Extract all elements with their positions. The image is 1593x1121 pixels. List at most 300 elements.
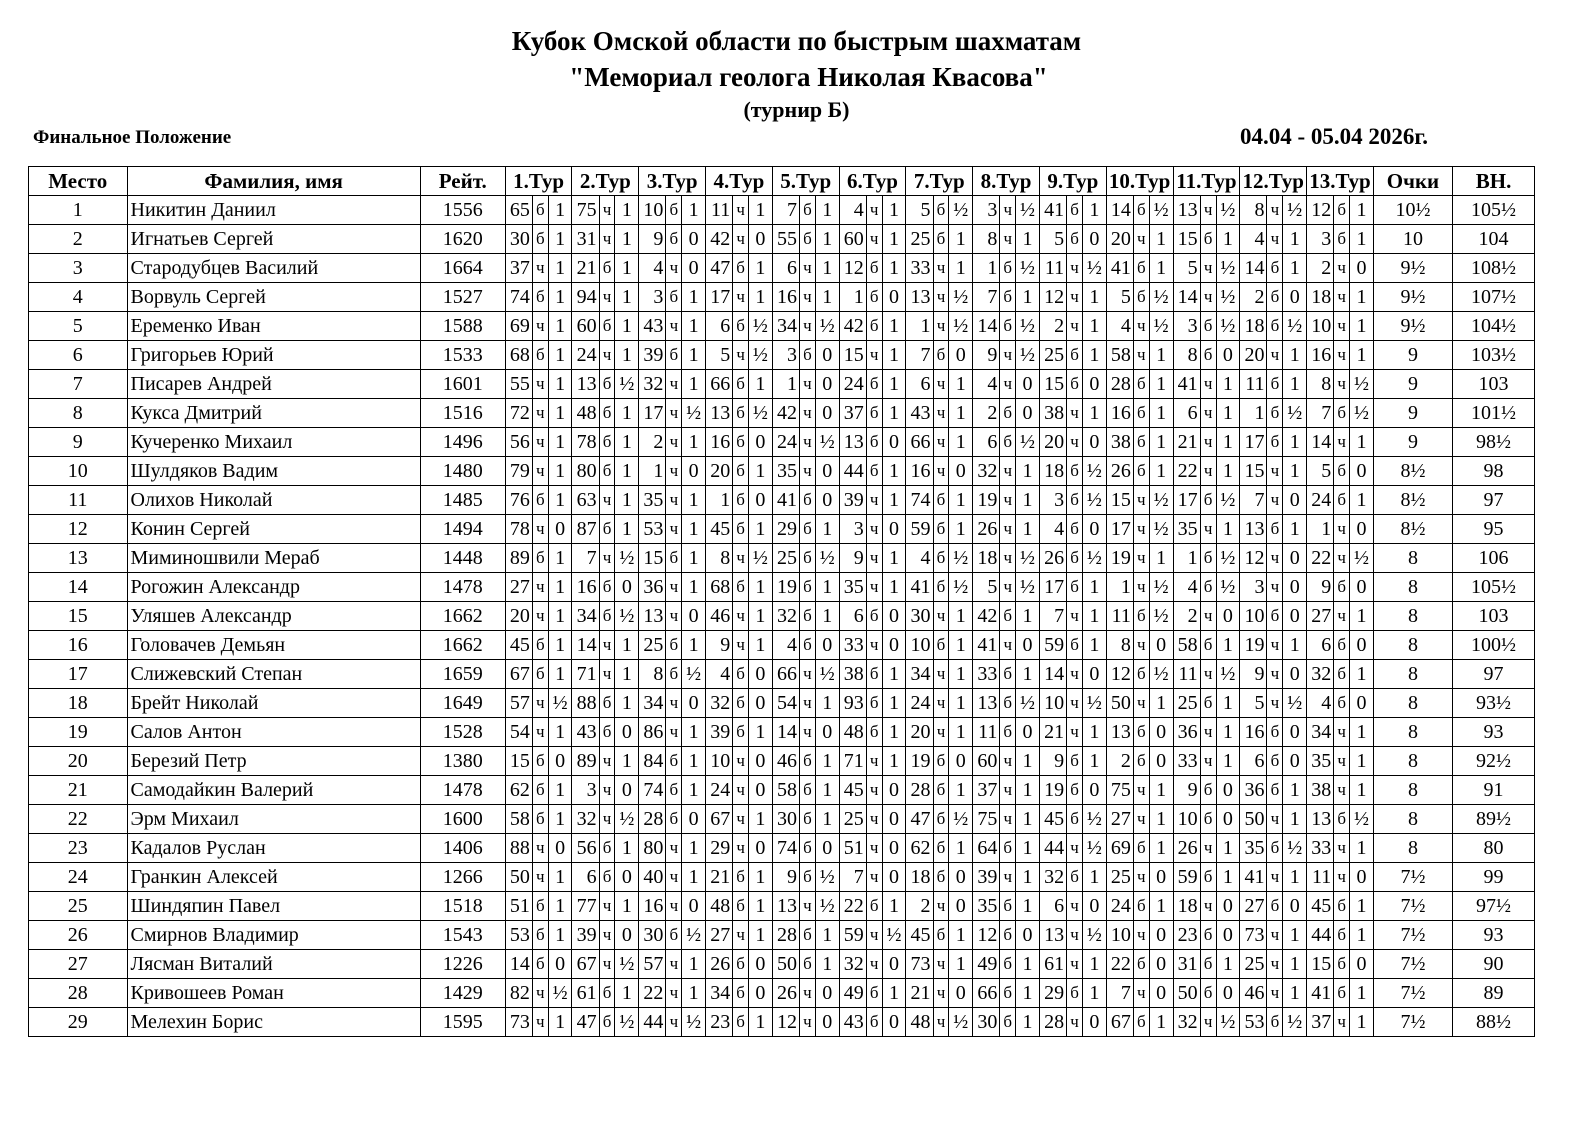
- place-cell: 11: [29, 486, 128, 515]
- color-cell: б: [599, 515, 615, 544]
- opponent-cell: 50: [505, 863, 532, 892]
- color-cell: ч: [666, 950, 682, 979]
- color-cell: б: [1334, 457, 1350, 486]
- opponent-cell: 9: [706, 631, 733, 660]
- result-cell: 0: [682, 689, 706, 718]
- result-cell: 1: [1216, 863, 1240, 892]
- opponent-cell: 30: [973, 1008, 1000, 1037]
- color-cell: ч: [866, 341, 882, 370]
- opponent-cell: 29: [772, 515, 799, 544]
- player-name-cell: Эрм Михаил: [127, 805, 420, 834]
- result-cell: 0: [1350, 863, 1374, 892]
- opponent-cell: 16: [706, 428, 733, 457]
- color-cell: б: [1133, 283, 1149, 312]
- color-cell: ч: [1067, 689, 1083, 718]
- color-cell: б: [599, 254, 615, 283]
- result-cell: 1: [615, 747, 639, 776]
- color-cell: ч: [799, 457, 815, 486]
- tiebreak-cell: 104½: [1453, 312, 1535, 341]
- opponent-cell: 4: [639, 254, 666, 283]
- place-cell: 13: [29, 544, 128, 573]
- table-row: [29, 979, 1535, 1008]
- result-cell: 0: [615, 921, 639, 950]
- color-cell: б: [1200, 776, 1216, 805]
- opponent-cell: 6: [1307, 631, 1334, 660]
- color-cell: ч: [1133, 573, 1149, 602]
- rating-cell: 1601: [420, 370, 505, 399]
- result-cell: ½: [1216, 544, 1240, 573]
- opponent-cell: 60: [839, 225, 866, 254]
- result-cell: 0: [949, 341, 973, 370]
- result-cell: 0: [815, 457, 839, 486]
- opponent-cell: 6: [706, 312, 733, 341]
- result-cell: 1: [1016, 283, 1040, 312]
- result-cell: 0: [1149, 863, 1173, 892]
- opponent-cell: 58: [1173, 631, 1200, 660]
- points-cell: 8: [1373, 834, 1452, 863]
- color-cell: б: [1133, 370, 1149, 399]
- opponent-cell: 14: [572, 631, 599, 660]
- opponent-cell: 10: [1039, 689, 1066, 718]
- color-cell: ч: [799, 892, 815, 921]
- table-row: [29, 312, 1535, 341]
- color-cell: ч: [1200, 254, 1216, 283]
- result-cell: 1: [1283, 863, 1307, 892]
- result-cell: ½: [682, 399, 706, 428]
- color-cell: б: [532, 486, 548, 515]
- result-cell: 1: [615, 399, 639, 428]
- result-cell: 1: [882, 370, 906, 399]
- opponent-cell: 56: [572, 834, 599, 863]
- opponent-cell: 21: [572, 254, 599, 283]
- opponent-cell: 1: [906, 312, 933, 341]
- opponent-cell: 38: [1039, 399, 1066, 428]
- opponent-cell: 88: [505, 834, 532, 863]
- color-cell: ч: [799, 660, 815, 689]
- color-cell: ч: [733, 805, 749, 834]
- color-cell: ч: [799, 312, 815, 341]
- opponent-cell: 77: [572, 892, 599, 921]
- column-header-place: Место: [29, 167, 128, 196]
- opponent-cell: 8: [973, 225, 1000, 254]
- tiebreak-cell: 98½: [1453, 428, 1535, 457]
- tiebreak-cell: 95: [1453, 515, 1535, 544]
- player-name-cell: Мелехин Борис: [127, 1008, 420, 1037]
- opponent-cell: 53: [505, 921, 532, 950]
- opponent-cell: 41: [1173, 370, 1200, 399]
- rating-cell: 1543: [420, 921, 505, 950]
- result-cell: 0: [815, 399, 839, 428]
- rating-cell: 1588: [420, 312, 505, 341]
- result-cell: ½: [949, 573, 973, 602]
- result-cell: 1: [1149, 892, 1173, 921]
- column-header-round-8: 8.Тур: [973, 167, 1040, 196]
- opponent-cell: 22: [1106, 950, 1133, 979]
- player-name-cell: Самодайкин Валерий: [127, 776, 420, 805]
- result-cell: 1: [1082, 979, 1106, 1008]
- color-cell: б: [1067, 457, 1083, 486]
- place-cell: 10: [29, 457, 128, 486]
- opponent-cell: 41: [906, 573, 933, 602]
- color-cell: б: [599, 689, 615, 718]
- opponent-cell: 36: [1240, 776, 1267, 805]
- table-row: [29, 544, 1535, 573]
- result-cell: 1: [1283, 254, 1307, 283]
- opponent-cell: 7: [772, 196, 799, 225]
- tiebreak-cell: 100½: [1453, 631, 1535, 660]
- opponent-cell: 47: [572, 1008, 599, 1037]
- rating-cell: 1485: [420, 486, 505, 515]
- color-cell: ч: [1000, 457, 1016, 486]
- color-cell: ч: [532, 399, 548, 428]
- rating-cell: 1406: [420, 834, 505, 863]
- color-cell: ч: [1267, 457, 1283, 486]
- result-cell: 1: [1216, 718, 1240, 747]
- color-cell: ч: [733, 341, 749, 370]
- table-row: [29, 283, 1535, 312]
- opponent-cell: 26: [706, 950, 733, 979]
- color-cell: ч: [1267, 544, 1283, 573]
- color-cell: б: [733, 1008, 749, 1037]
- opponent-cell: 16: [1240, 718, 1267, 747]
- opponent-cell: 10: [906, 631, 933, 660]
- tiebreak-cell: 99: [1453, 863, 1535, 892]
- color-cell: ч: [599, 283, 615, 312]
- opponent-cell: 4: [839, 196, 866, 225]
- color-cell: ч: [866, 776, 882, 805]
- opponent-cell: 37: [839, 399, 866, 428]
- opponent-cell: 58: [772, 776, 799, 805]
- place-cell: 16: [29, 631, 128, 660]
- result-cell: 1: [1350, 834, 1374, 863]
- color-cell: ч: [733, 834, 749, 863]
- place-cell: 6: [29, 341, 128, 370]
- opponent-cell: 24: [1307, 486, 1334, 515]
- result-cell: 1: [949, 399, 973, 428]
- result-cell: 1: [1283, 457, 1307, 486]
- result-cell: 1: [1350, 428, 1374, 457]
- opponent-cell: 10: [1106, 921, 1133, 950]
- result-cell: 0: [882, 950, 906, 979]
- color-cell: ч: [1267, 660, 1283, 689]
- result-cell: ½: [1149, 515, 1173, 544]
- opponent-cell: 25: [1240, 950, 1267, 979]
- result-cell: ½: [1149, 660, 1173, 689]
- opponent-cell: 20: [1106, 225, 1133, 254]
- result-cell: 0: [1216, 921, 1240, 950]
- color-cell: ч: [1200, 457, 1216, 486]
- opponent-cell: 1: [772, 370, 799, 399]
- color-cell: б: [733, 573, 749, 602]
- color-cell: ч: [666, 689, 682, 718]
- color-cell: б: [799, 631, 815, 660]
- result-cell: ½: [949, 544, 973, 573]
- result-cell: ½: [1149, 196, 1173, 225]
- result-cell: 1: [1149, 254, 1173, 283]
- result-cell: 1: [1082, 312, 1106, 341]
- opponent-cell: 32: [706, 689, 733, 718]
- result-cell: 0: [882, 283, 906, 312]
- color-cell: б: [1133, 399, 1149, 428]
- result-cell: 1: [882, 544, 906, 573]
- color-cell: ч: [1067, 602, 1083, 631]
- result-cell: 1: [1082, 399, 1106, 428]
- opponent-cell: 53: [639, 515, 666, 544]
- player-name-cell: Брейт Николай: [127, 689, 420, 718]
- opponent-cell: 51: [839, 834, 866, 863]
- opponent-cell: 58: [1106, 341, 1133, 370]
- color-cell: б: [1267, 892, 1283, 921]
- opponent-cell: 68: [706, 573, 733, 602]
- result-cell: 0: [1082, 225, 1106, 254]
- color-cell: ч: [666, 428, 682, 457]
- result-cell: 0: [1216, 341, 1240, 370]
- color-cell: б: [599, 834, 615, 863]
- color-cell: б: [599, 573, 615, 602]
- rating-cell: 1494: [420, 515, 505, 544]
- color-cell: б: [1067, 979, 1083, 1008]
- color-cell: ч: [1133, 805, 1149, 834]
- result-cell: ½: [1082, 254, 1106, 283]
- result-cell: 1: [682, 863, 706, 892]
- color-cell: ч: [666, 515, 682, 544]
- color-cell: ч: [866, 486, 882, 515]
- result-cell: 1: [1016, 892, 1040, 921]
- result-cell: 1: [1283, 631, 1307, 660]
- result-cell: 1: [882, 660, 906, 689]
- result-cell: 0: [1283, 573, 1307, 602]
- color-cell: ч: [1133, 631, 1149, 660]
- color-cell: б: [933, 341, 949, 370]
- opponent-cell: 29: [1039, 979, 1066, 1008]
- player-name-cell: Гранкин Алексей: [127, 863, 420, 892]
- color-cell: ч: [666, 834, 682, 863]
- result-cell: 0: [1350, 689, 1374, 718]
- color-cell: б: [532, 747, 548, 776]
- opponent-cell: 27: [505, 573, 532, 602]
- result-cell: 1: [815, 921, 839, 950]
- opponent-cell: 45: [706, 515, 733, 544]
- opponent-cell: 2: [1240, 283, 1267, 312]
- color-cell: б: [1200, 805, 1216, 834]
- result-cell: 1: [615, 979, 639, 1008]
- opponent-cell: 34: [1307, 718, 1334, 747]
- opponent-cell: 42: [973, 602, 1000, 631]
- color-cell: б: [1000, 921, 1016, 950]
- result-cell: 0: [882, 1008, 906, 1037]
- color-cell: б: [1133, 834, 1149, 863]
- opponent-cell: 14: [1039, 660, 1066, 689]
- opponent-cell: 10: [1240, 602, 1267, 631]
- tiebreak-cell: 105½: [1453, 196, 1535, 225]
- color-cell: ч: [1267, 950, 1283, 979]
- opponent-cell: 32: [1307, 660, 1334, 689]
- player-name-cell: Еременко Иван: [127, 312, 420, 341]
- opponent-cell: 42: [772, 399, 799, 428]
- color-cell: ч: [666, 399, 682, 428]
- opponent-cell: 26: [973, 515, 1000, 544]
- color-cell: б: [733, 892, 749, 921]
- color-cell: б: [1000, 1008, 1016, 1037]
- color-cell: б: [1334, 979, 1350, 1008]
- color-cell: б: [1267, 834, 1283, 863]
- tiebreak-cell: 103: [1453, 602, 1535, 631]
- result-cell: 0: [749, 225, 773, 254]
- result-cell: ½: [615, 1008, 639, 1037]
- result-cell: 1: [682, 486, 706, 515]
- player-name-cell: Ворвуль Сергей: [127, 283, 420, 312]
- color-cell: ч: [599, 225, 615, 254]
- result-cell: 1: [1350, 1008, 1374, 1037]
- result-cell: ½: [1016, 689, 1040, 718]
- result-cell: 1: [682, 283, 706, 312]
- color-cell: ч: [1000, 573, 1016, 602]
- opponent-cell: 93: [839, 689, 866, 718]
- result-cell: 0: [815, 834, 839, 863]
- result-cell: 0: [815, 631, 839, 660]
- color-cell: б: [933, 921, 949, 950]
- opponent-cell: 37: [973, 776, 1000, 805]
- result-cell: 1: [548, 254, 572, 283]
- opponent-cell: 46: [772, 747, 799, 776]
- opponent-cell: 16: [572, 573, 599, 602]
- color-cell: б: [1000, 428, 1016, 457]
- color-cell: б: [1267, 747, 1283, 776]
- final-standings-caption: Финальное Положение: [33, 127, 232, 148]
- result-cell: 1: [1149, 776, 1173, 805]
- opponent-cell: 73: [505, 1008, 532, 1037]
- result-cell: 1: [682, 573, 706, 602]
- result-cell: 1: [1082, 341, 1106, 370]
- points-cell: 9: [1373, 399, 1452, 428]
- result-cell: 1: [1082, 196, 1106, 225]
- result-cell: ½: [1149, 312, 1173, 341]
- opponent-cell: 8: [1240, 196, 1267, 225]
- result-cell: 0: [548, 515, 572, 544]
- result-cell: 0: [949, 892, 973, 921]
- color-cell: ч: [1200, 834, 1216, 863]
- result-cell: 1: [682, 718, 706, 747]
- opponent-cell: 75: [973, 805, 1000, 834]
- player-name-cell: Кривошеев Роман: [127, 979, 420, 1008]
- color-cell: б: [1067, 805, 1083, 834]
- opponent-cell: 9: [772, 863, 799, 892]
- color-cell: ч: [1334, 254, 1350, 283]
- color-cell: ч: [933, 399, 949, 428]
- column-header-tiebreak: ВН.: [1453, 167, 1535, 196]
- place-cell: 4: [29, 283, 128, 312]
- color-cell: б: [666, 544, 682, 573]
- opponent-cell: 25: [639, 631, 666, 660]
- opponent-cell: 3: [772, 341, 799, 370]
- opponent-cell: 65: [505, 196, 532, 225]
- result-cell: 1: [882, 979, 906, 1008]
- result-cell: 1: [749, 863, 773, 892]
- result-cell: 1: [1283, 805, 1307, 834]
- opponent-cell: 31: [572, 225, 599, 254]
- table-row: [29, 573, 1535, 602]
- color-cell: б: [933, 515, 949, 544]
- color-cell: б: [799, 573, 815, 602]
- opponent-cell: 29: [706, 834, 733, 863]
- result-cell: 1: [548, 399, 572, 428]
- opponent-cell: 2: [1039, 312, 1066, 341]
- result-cell: ½: [1082, 457, 1106, 486]
- opponent-cell: 89: [505, 544, 532, 573]
- color-cell: ч: [666, 718, 682, 747]
- color-cell: б: [1000, 399, 1016, 428]
- opponent-cell: 1: [973, 254, 1000, 283]
- color-cell: б: [733, 515, 749, 544]
- result-cell: 0: [815, 718, 839, 747]
- opponent-cell: 26: [1039, 544, 1066, 573]
- color-cell: б: [733, 950, 749, 979]
- opponent-cell: 42: [706, 225, 733, 254]
- color-cell: б: [1000, 660, 1016, 689]
- color-cell: б: [1133, 950, 1149, 979]
- result-cell: 1: [1149, 1008, 1173, 1037]
- color-cell: б: [532, 196, 548, 225]
- result-cell: 1: [1350, 979, 1374, 1008]
- result-cell: 0: [882, 834, 906, 863]
- opponent-cell: 25: [1039, 341, 1066, 370]
- result-cell: ½: [548, 979, 572, 1008]
- result-cell: ½: [1283, 312, 1307, 341]
- color-cell: ч: [532, 602, 548, 631]
- color-cell: ч: [1067, 892, 1083, 921]
- result-cell: ½: [1149, 283, 1173, 312]
- opponent-cell: 1: [706, 486, 733, 515]
- place-cell: 29: [29, 1008, 128, 1037]
- opponent-cell: 9: [839, 544, 866, 573]
- opponent-cell: 24: [772, 428, 799, 457]
- result-cell: 0: [1283, 544, 1307, 573]
- opponent-cell: 25: [1173, 689, 1200, 718]
- result-cell: ½: [1283, 834, 1307, 863]
- opponent-cell: 33: [1173, 747, 1200, 776]
- opponent-cell: 66: [706, 370, 733, 399]
- result-cell: 0: [749, 979, 773, 1008]
- color-cell: ч: [733, 283, 749, 312]
- color-cell: б: [666, 631, 682, 660]
- result-cell: 1: [682, 515, 706, 544]
- color-cell: ч: [1000, 805, 1016, 834]
- result-cell: 1: [949, 602, 973, 631]
- tiebreak-cell: 93: [1453, 718, 1535, 747]
- color-cell: б: [1067, 631, 1083, 660]
- color-cell: б: [666, 283, 682, 312]
- result-cell: 1: [1283, 370, 1307, 399]
- result-cell: 0: [548, 834, 572, 863]
- result-cell: ½: [1350, 370, 1374, 399]
- opponent-cell: 9: [639, 225, 666, 254]
- opponent-cell: 15: [505, 747, 532, 776]
- color-cell: б: [1334, 921, 1350, 950]
- color-cell: ч: [799, 1008, 815, 1037]
- opponent-cell: 67: [1106, 1008, 1133, 1037]
- color-cell: ч: [1000, 863, 1016, 892]
- rating-cell: 1600: [420, 805, 505, 834]
- result-cell: 0: [615, 863, 639, 892]
- opponent-cell: 94: [572, 283, 599, 312]
- opponent-cell: 13: [639, 602, 666, 631]
- result-cell: 0: [615, 776, 639, 805]
- table-row: [29, 602, 1535, 631]
- result-cell: 0: [682, 225, 706, 254]
- opponent-cell: 13: [1307, 805, 1334, 834]
- opponent-cell: 30: [906, 602, 933, 631]
- result-cell: 1: [749, 283, 773, 312]
